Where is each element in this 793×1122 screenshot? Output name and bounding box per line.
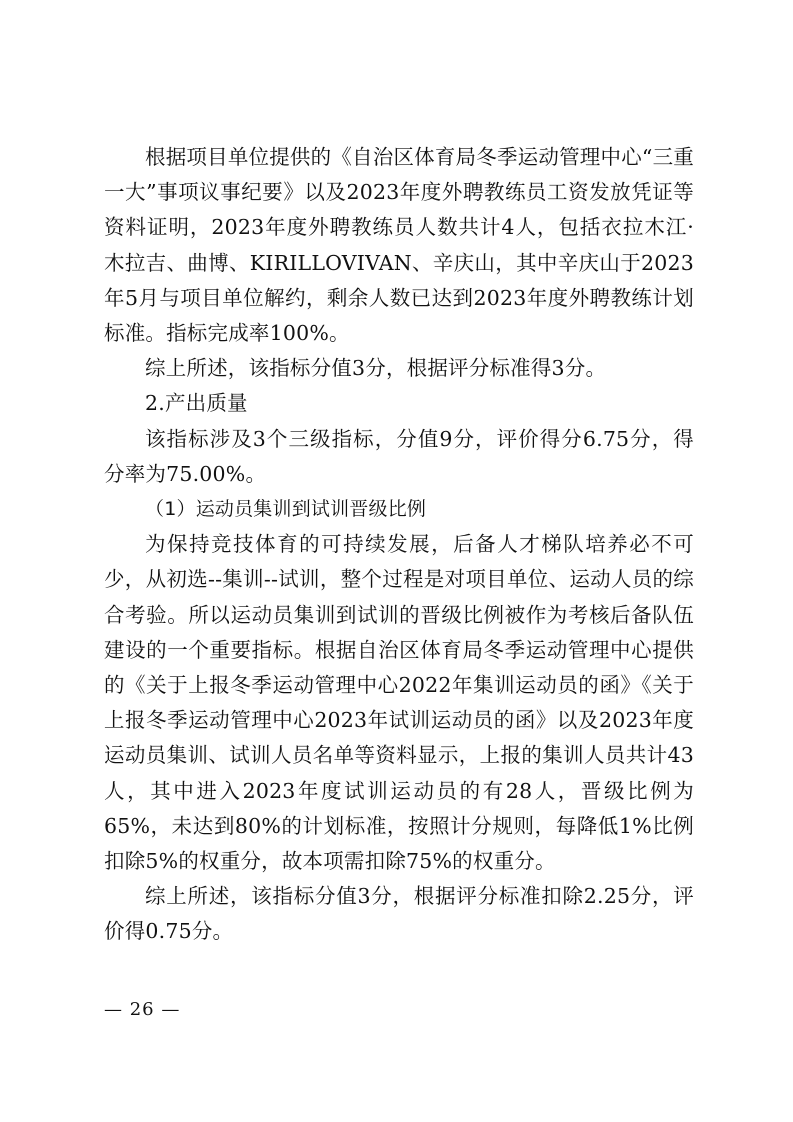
paragraph-output-quality-overview: 该指标涉及3个三级指标，分值9分，评价得分6.75分，得分率为75.00%。 (104, 426, 694, 486)
paragraph-coach-summary: 综上所述，该指标分值3分，根据评分标准得3分。 (145, 356, 607, 381)
subsection-heading-promotion-ratio: （1）运动员集训到试训晋级比例 (145, 498, 427, 521)
page-number: — 26 — (104, 999, 181, 1020)
paragraph-promotion-ratio-summary: 综上所述，该指标分值3分，根据评分标准扣除2.25分，评价得0.75分。 (104, 884, 694, 944)
paragraph-coach-evidence: 根据项目单位提供的《自治区体育局冬季运动管理中心“三重一大”事项议事纪要》以及2023年度外聘教练员工资发放凭证等资料证明，2023年度外聘教练员人数共计4人，包括衣拉木江·木拉吉、曲博、KIRILLOVIVAN、辛庆山，其中辛庆山于2023年5月与项目单位解约，剩余人数已达到2023年度外聘教练计划标准。指标完成率100%。 (104, 145, 694, 346)
paragraph-promotion-ratio-detail: 为保持竞技体育的可持续发展，后备人才梯队培养必不可少，从初选--集训--试训，整个过程是对项目单位、运动人员的综合考验。所以运动员集训到试训的晋级比例被作为考核后备队伍建设的一个重要指标。根据自治区体育局冬季运动管理中心提供的《关于上报冬季运动管理中心2022年集训运动员的函》《关于上报冬季运动管理中心2023年试训运动员的函》以及2023年度运动员集训、试训人员名单等资料显示，上报的集训人员共计43人，其中进入2023年度试训运动员的有28人，晋级比例为65%，未达到80%的计划标准，按照计分规则，每降低1%比例扣除5%的权重分，故本项需扣除75%的权重分。 (104, 532, 694, 874)
document-body (104, 140, 694, 950)
section-heading-output-quality: 2.产出质量 (145, 391, 248, 416)
